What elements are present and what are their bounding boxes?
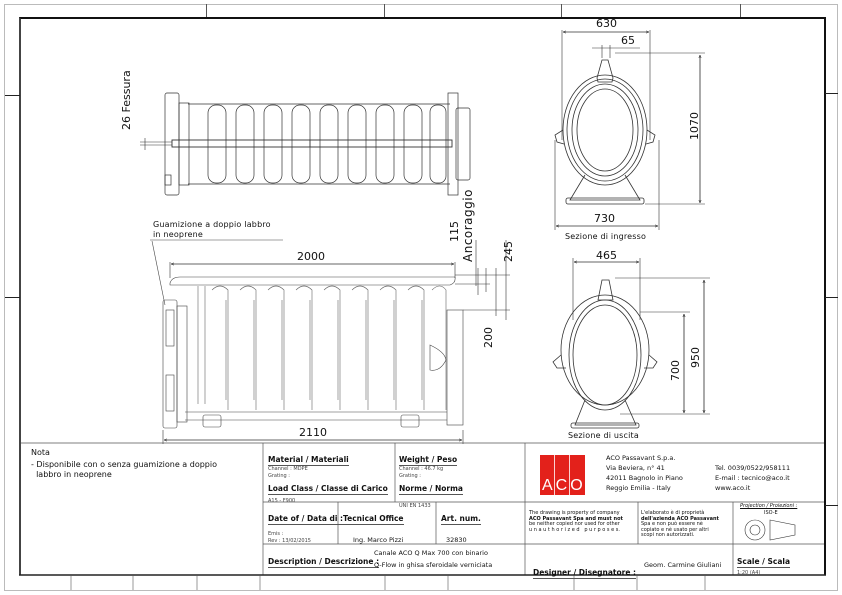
disclaimer-it-line: Spa e non può essere nè <box>641 521 703 528</box>
dim-730: 730 <box>594 212 615 225</box>
company-web[interactable]: www.aco.it <box>715 484 751 492</box>
designer-cell <box>533 560 636 579</box>
note-line1: - Disponibile con o senza guamizione a doppio <box>31 460 217 469</box>
dim-2000: 2000 <box>297 250 325 263</box>
projection-value: ISO-E <box>764 510 778 516</box>
aco-logo <box>540 455 585 495</box>
art-value: 32830 <box>446 536 467 544</box>
date-cell <box>268 506 343 545</box>
disclaimer-it <box>641 511 733 539</box>
dim-2110: 2110 <box>299 426 327 439</box>
art-cell <box>441 506 481 544</box>
outlet-section-title: Sezione di uscita <box>568 431 639 440</box>
dim-1070: 1070 <box>688 112 701 140</box>
company-address-line3: Reggio Emilia - Italy <box>606 484 671 492</box>
company-name: ACO Passavant S.p.a. <box>606 454 676 462</box>
outlet-section-drawing <box>553 280 657 428</box>
top-view <box>165 93 470 195</box>
description-cell <box>268 549 379 568</box>
norm-cell <box>399 476 463 510</box>
dim-465: 465 <box>596 249 617 262</box>
description-label: Description / Descrizione : <box>268 557 380 566</box>
designer-label: Designer / Disegnatore : <box>533 568 637 577</box>
dim-slot-label: 26 Fessura <box>120 70 133 130</box>
dim-950: 950 <box>689 347 702 368</box>
company-tel: Tel. 0039/0522/958111 <box>715 464 791 472</box>
dim-245: 245 <box>502 241 515 262</box>
dim-700: 700 <box>669 360 682 381</box>
norm-value: UNI EN 1433 <box>399 503 431 509</box>
inlet-section-title: Sezione di ingresso <box>565 232 647 241</box>
dim-anchor-label: Ancoraggio <box>461 189 475 262</box>
material-label: Material / Materiali <box>268 455 349 464</box>
disclaimer-it-line: L'elaborato è di proprietà <box>641 510 705 516</box>
side-view <box>163 277 463 428</box>
company-address <box>606 453 683 493</box>
office-cell <box>343 506 404 544</box>
office-value: Ing. Marco Pizzi <box>353 536 404 544</box>
art-label: Art. num. <box>441 514 481 523</box>
company-address-line1: Via Beviera, n° 41 <box>606 464 665 472</box>
scale-label: Scale / Scala <box>737 557 791 566</box>
projection-label: Projection / Proiezioni : <box>740 503 798 509</box>
note-line2: labbro in neoprene <box>31 470 112 479</box>
designer-value: Geom. Carmine Giuliani <box>644 561 722 569</box>
note-title: Nota <box>31 448 50 457</box>
aco-logo-text: ACO <box>542 477 586 494</box>
disclaimer-it-line: dell'azienda ACO Passavant <box>641 515 719 522</box>
description-line1: Canale ACO Q Max 700 con binario <box>374 549 488 557</box>
gasket-callout-line1: Guamizione a doppio labbro <box>153 220 271 229</box>
dim-65: 65 <box>621 34 635 47</box>
company-address-line2: 42011 Bagnolo in Piano <box>606 474 683 482</box>
gasket-callout-line2: in neoprene <box>153 230 204 239</box>
load-class-cell <box>268 476 388 505</box>
disclaimer-en-line: ACO Passavant Spa and must not <box>529 515 623 522</box>
scale-cell <box>737 549 790 577</box>
disclaimer-en-line: u n a u t h o r i z e d p u r p o s e s. <box>529 526 620 533</box>
disclaimer-it-line: copiato e nè usato per altri <box>641 526 709 533</box>
dim-115: 115 <box>448 221 461 242</box>
company-contacts <box>715 463 790 493</box>
office-label: Tecnical Office <box>343 514 404 523</box>
disclaimer-en-line: be neither copied nor used for other <box>529 521 620 528</box>
material-channel: Channel : MDPE <box>268 466 308 472</box>
material-grating: Grating : <box>268 473 290 479</box>
company-email[interactable]: E-mail : tecnico@aco.it <box>715 474 790 482</box>
description-line2: Q-Flow in ghisa sferoidale verniciata <box>374 561 493 569</box>
dim-630: 630 <box>596 17 617 30</box>
dim-200: 200 <box>482 327 495 348</box>
date-label: Date of / Data di : <box>268 514 344 523</box>
disclaimer-it-line: scopi non autorizzati. <box>641 532 695 539</box>
projection-symbol <box>745 520 795 540</box>
load-class-label: Load Class / Classe di Carico <box>268 484 388 493</box>
date-emis: Emis : <box>268 531 284 537</box>
norm-label: Norme / Norma <box>399 484 463 493</box>
scale-value: 1:20 (A4) <box>737 570 761 576</box>
weight-grating: Grating : <box>399 473 421 479</box>
disclaimer-en-line: The drawing is property of company <box>529 510 620 516</box>
load-class-value: A15 - F900 <box>268 498 296 504</box>
weight-channel: Channel : 46.7 kg <box>399 466 444 472</box>
inlet-section-drawing <box>555 60 655 204</box>
weight-label: Weight / Peso <box>399 455 458 464</box>
date-rev: Rev : 13/02/2015 <box>268 538 311 544</box>
disclaimer-en <box>529 511 637 533</box>
